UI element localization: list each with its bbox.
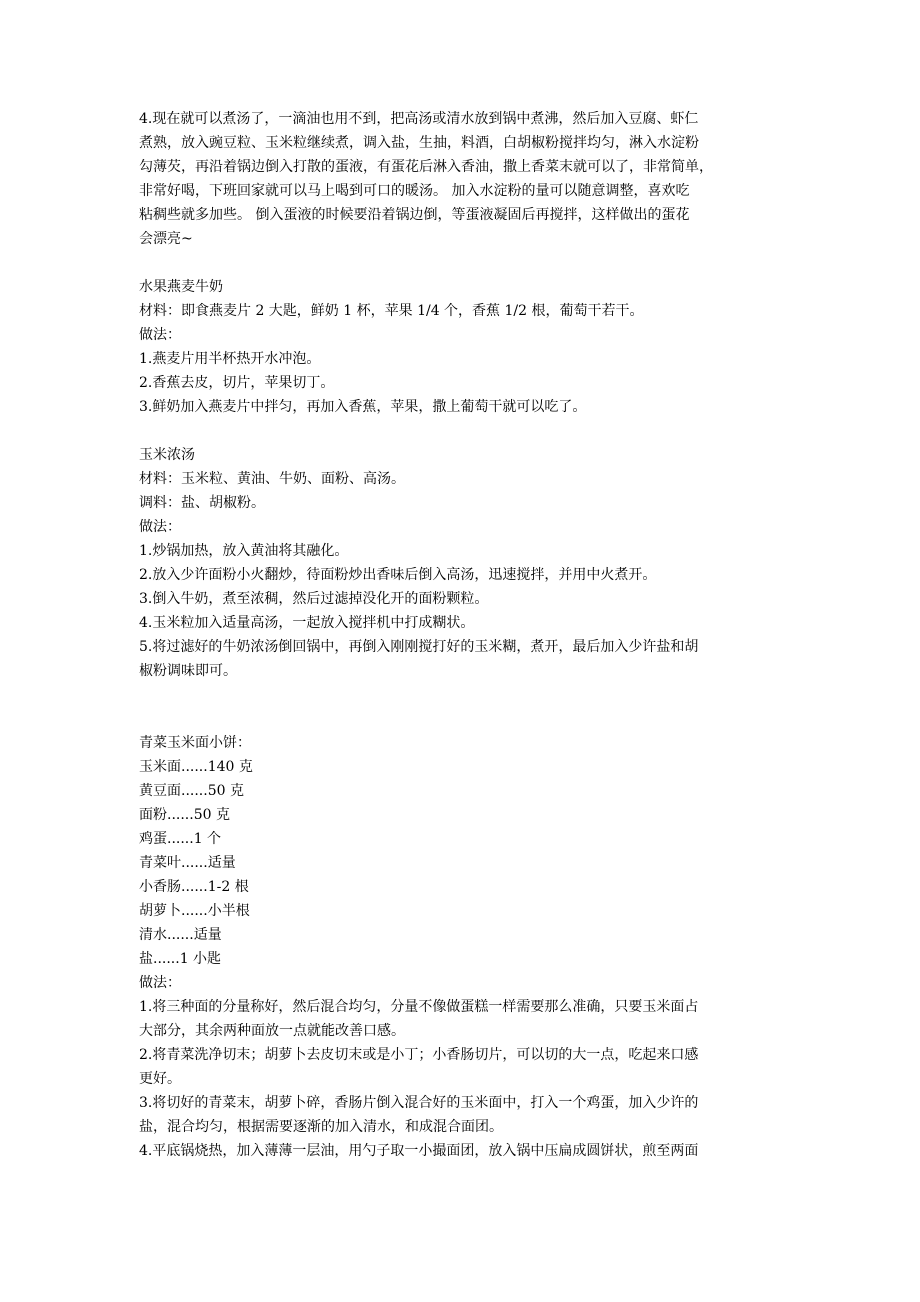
text-line: 煮熟，放入豌豆粒、玉米粒继续煮，调入盐，生抽，料酒，白胡椒粉搅拌均匀，淋入水淀粉 [139,135,699,151]
recipe-corn-cake [139,731,785,1163]
method-label: 做法： [139,327,181,343]
soup-step-4-paragraph [139,107,785,251]
recipe-step: 4.平底锅烧热，加入薄薄一层油，用勺子取一小撮面团，放入锅中压扁成圆饼状，煎至两面 [139,1143,699,1159]
ingredient-item: 黄豆面......50 克 [139,783,244,799]
ingredient-item: 盐......1 小匙 [139,951,222,967]
recipe-step: 盐，混合均匀，根据需要逐渐的加入清水，和成混合面团。 [139,1119,503,1135]
recipe-step: 大部分，其余两种面放一点就能改善口感。 [139,1023,405,1039]
text-line: 会漂亮~ [139,231,193,247]
recipe-step: 2.香蕉去皮，切片，苹果切丁。 [139,375,335,391]
recipe-step: 5.将过滤好的牛奶浓汤倒回锅中，再倒入刚刚搅打好的玉米糊，煮开，最后加入少许盐和胡 [139,639,699,655]
ingredient-item: 清水......适量 [139,927,222,943]
document-page [139,107,785,1163]
recipe-oat-milk [139,275,785,419]
method-label: 做法： [139,519,181,535]
text-line: 勾薄芡，再沿着锅边倒入打散的蛋液，有蛋花后淋入香油，撒上香菜末就可以了，非常简单， [139,159,713,175]
recipe-step: 2.将青菜洗净切末；胡萝卜去皮切末或是小丁；小香肠切片，可以切的大一点，吃起来口感 [139,1047,699,1063]
ingredient-item: 胡萝卜......小半根 [139,903,250,919]
text-line: 非常好喝，下班回家就可以马上喝到可口的暖汤。 加入水淀粉的量可以随意调整，喜欢吃 [139,183,690,199]
recipe-materials: 材料：即食燕麦片 2 大匙，鲜奶 1 杯，苹果 1/4 个，香蕉 1/2 根，葡萄干若干。 [139,303,644,319]
recipe-corn-soup [139,443,785,683]
recipe-step: 3.倒入牛奶，煮至浓稠，然后过滤掉没化开的面粉颗粒。 [139,591,489,607]
ingredient-item: 玉米面......140 克 [139,759,253,775]
recipe-step: 3.将切好的青菜末，胡萝卜碎，香肠片倒入混合好的玉米面中，打入一个鸡蛋，加入少许的 [139,1095,699,1111]
recipe-step: 4.玉米粒加入适量高汤，一起放入搅拌机中打成糊状。 [139,615,475,631]
recipe-seasoning: 调料：盐、胡椒粉。 [139,495,265,511]
ingredient-item: 鸡蛋......1 个 [139,831,222,847]
recipe-step: 1.炒锅加热，放入黄油将其融化。 [139,543,349,559]
ingredient-item: 青菜叶......适量 [139,855,236,871]
spacer [139,419,785,443]
recipe-step: 更好。 [139,1071,181,1087]
recipe-step: 3.鲜奶加入燕麦片中拌匀，再加入香蕉，苹果，撒上葡萄干就可以吃了。 [139,399,587,415]
recipe-title: 玉米浓汤 [139,447,195,463]
recipe-step: 2.放入少许面粉小火翻炒，待面粉炒出香味后倒入高汤，迅速搅拌，并用中火煮开。 [139,567,657,583]
method-label: 做法： [139,975,181,991]
recipe-title: 青菜玉米面小饼： [139,735,251,751]
ingredient-item: 小香肠......1-2 根 [139,879,249,895]
recipe-title: 水果燕麦牛奶 [139,279,223,295]
spacer [139,683,785,707]
spacer [139,251,785,275]
recipe-step: 1.燕麦片用半杯热开水冲泡。 [139,351,321,367]
recipe-step: 1.将三种面的分量称好，然后混合均匀，分量不像做蛋糕一样需要那么准确，只要玉米面占 [139,999,699,1015]
text-line: 4.现在就可以煮汤了，一滴油也用不到，把高汤或清水放到锅中煮沸，然后加入豆腐、虾仁 [139,111,699,127]
recipe-materials: 材料：玉米粒、黄油、牛奶、面粉、高汤。 [139,471,405,487]
recipe-step: 椒粉调味即可。 [139,663,237,679]
spacer [139,707,785,731]
ingredient-item: 面粉......50 克 [139,807,230,823]
text-line: 粘稠些就多加些。 倒入蛋液的时候要沿着锅边倒，等蛋液凝固后再搅拌，这样做出的蛋花 [139,207,690,223]
